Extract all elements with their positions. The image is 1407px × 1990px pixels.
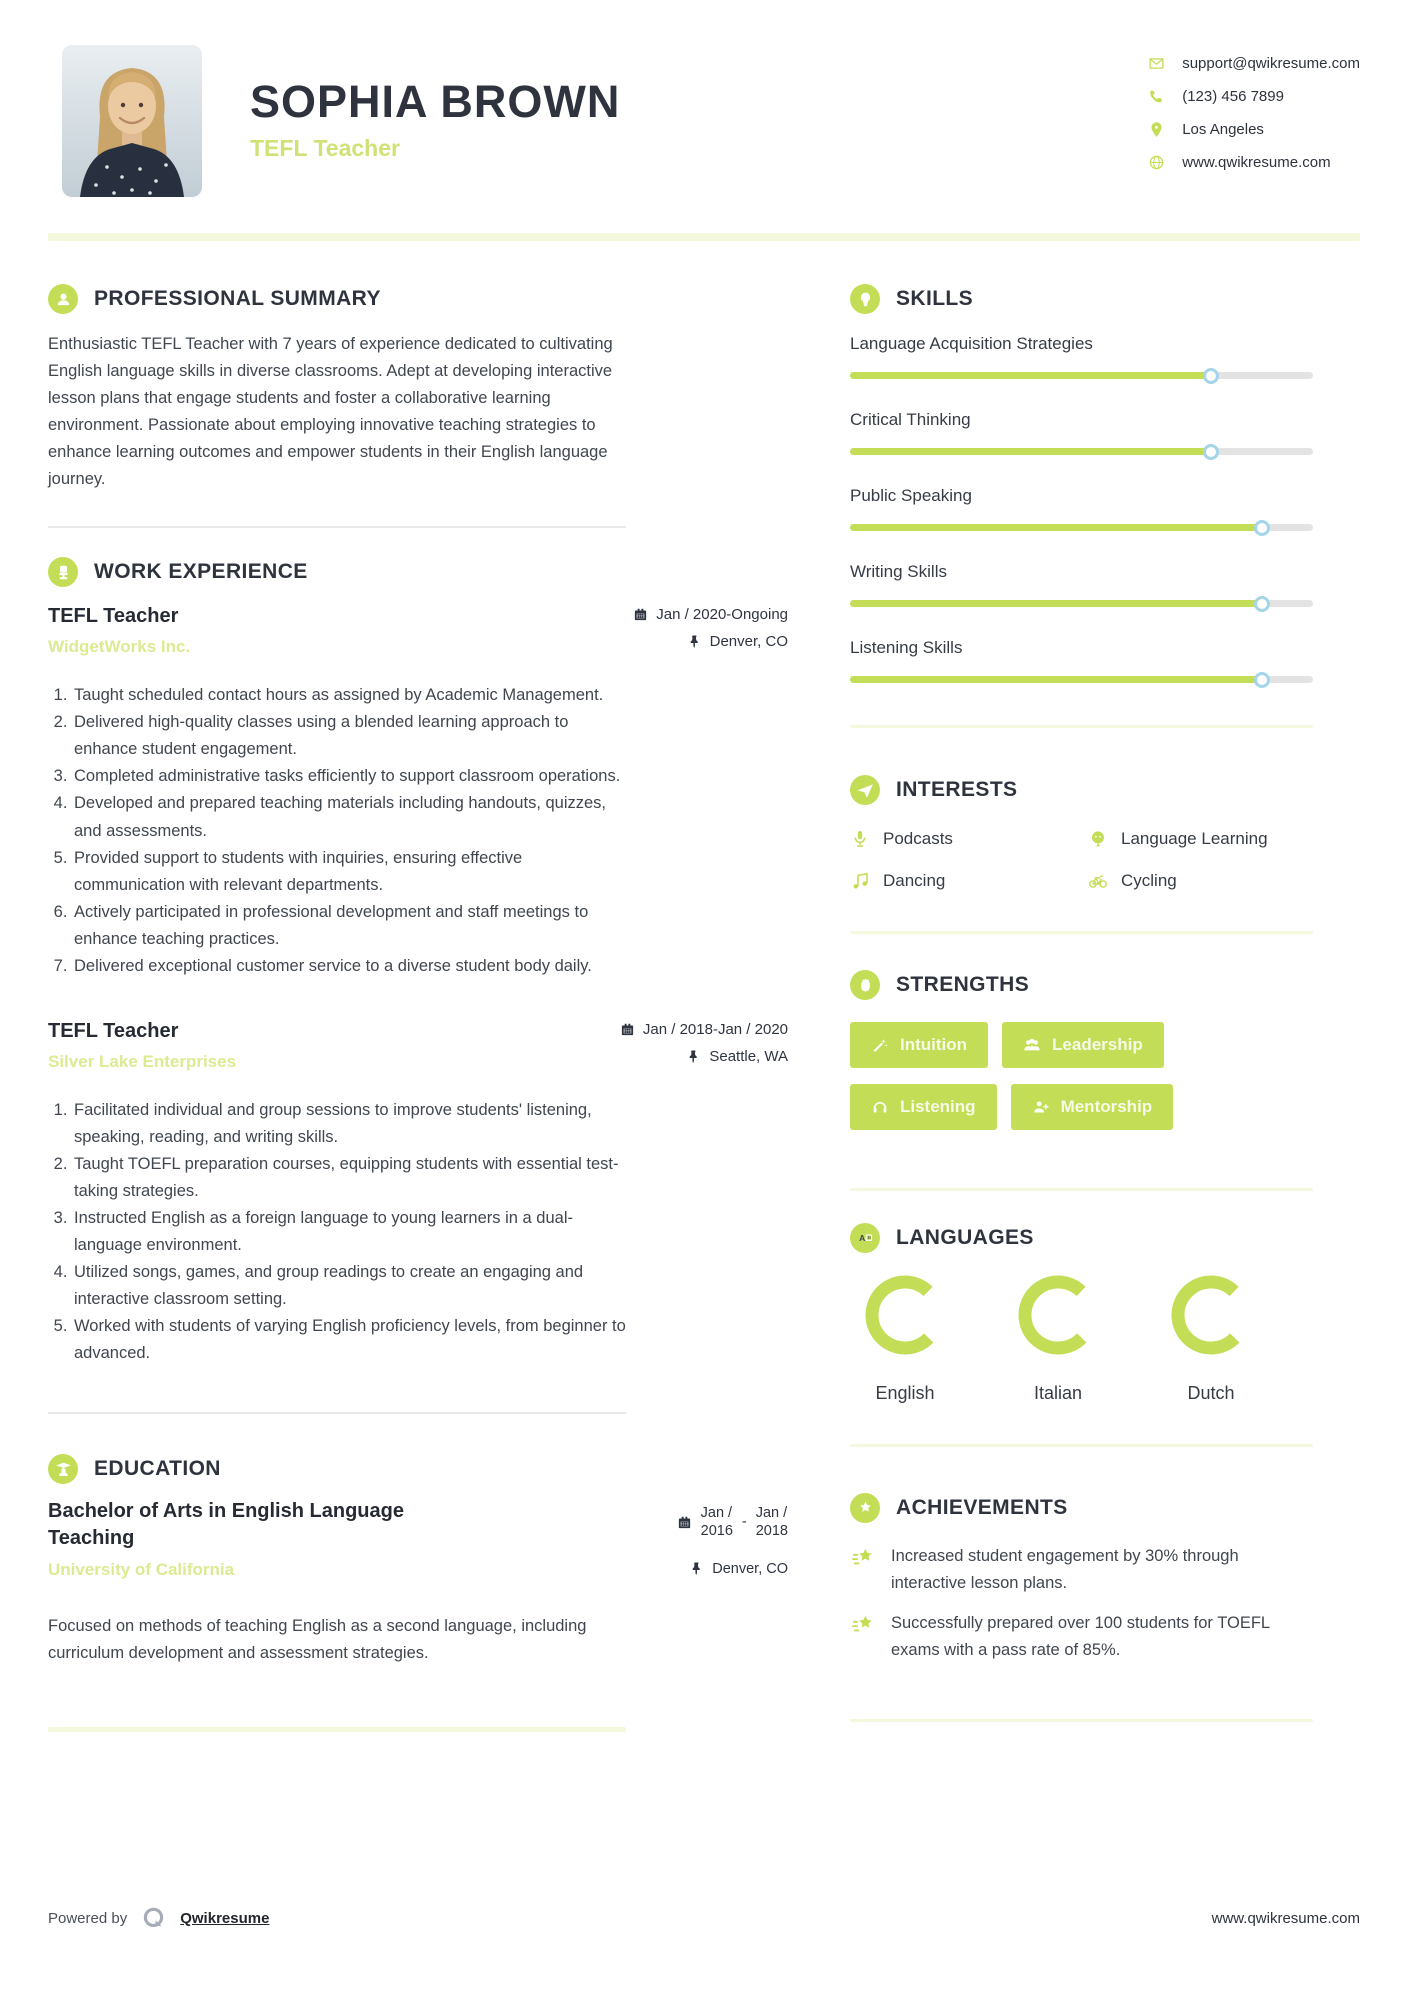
skill-row: [850, 636, 1313, 683]
experience-section-header: [48, 557, 788, 587]
skills-section-header: [850, 284, 1313, 314]
job-meta: [633, 603, 788, 660]
person-name: SOPHIA BROWN: [250, 76, 621, 127]
contact-website-text: www.qwikresume.com: [1182, 154, 1331, 171]
language-item: [850, 1273, 960, 1404]
strength-chip-mentorship: [1011, 1084, 1174, 1130]
divider: [48, 1727, 626, 1732]
strengths-section-header: [850, 970, 1313, 1000]
job-location-row: [633, 633, 788, 650]
qwikresume-link[interactable]: Qwikresume: [180, 1910, 270, 1927]
job-bullet: 6. Actively participated in professional development and staff meetings to enhance teaching practices.: [72, 899, 626, 953]
education-heading: EDUCATION: [94, 1457, 221, 1481]
interests-grid: [850, 829, 1313, 891]
graduation-icon: [48, 1454, 78, 1484]
language-label: Italian: [1033, 1383, 1083, 1403]
section-skills: [850, 284, 1313, 683]
summary-text: Enthusiastic TEFL Teacher with 7 years of experience dedicated to cultivating English language skills in diverse classrooms. Adept at developing interactive lesson plans that engage students and foster a collaborative learning environment. Passionate about employing innovative teaching strategies to enhance learning outcomes and empower students in their English language journey.: [48, 335, 613, 489]
skill-row: [850, 332, 1313, 379]
skill-label: Writing Skills: [850, 562, 947, 581]
summary-section-header: [48, 284, 788, 314]
job-bullet: 1. Taught scheduled contact hours as assigned by Academic Management.: [72, 682, 626, 709]
date-start-month: Jan /: [700, 1505, 733, 1522]
interest-item: [850, 829, 1088, 849]
powered-by-text: Powered by: [48, 1910, 128, 1927]
job-entry: [48, 603, 788, 980]
phone-icon: [1148, 88, 1165, 105]
achievements-list: [850, 1543, 1313, 1664]
contact-email[interactable]: [1148, 47, 1360, 80]
contact-location: [1148, 113, 1360, 146]
section-languages: [850, 1223, 1313, 1404]
contact-location-text: Los Angeles: [1182, 121, 1264, 138]
skill-slider-fill: [850, 448, 1211, 455]
achievement-item: [850, 1543, 1313, 1596]
skill-slider-knob[interactable]: [1254, 520, 1270, 536]
people-icon: [1023, 1036, 1041, 1054]
skill-slider-fill: [850, 372, 1211, 379]
education-date-end: [756, 1504, 788, 1540]
strength-chips: [850, 1022, 1210, 1130]
paper-plane-icon: [850, 775, 880, 805]
job-meta: [620, 1018, 788, 1075]
strength-label: Intuition: [900, 1035, 968, 1054]
divider: [850, 1719, 1313, 1722]
language-label: English: [875, 1383, 935, 1403]
microphone-icon: [850, 829, 870, 849]
contact-phone-text: (123) 456 7899: [1182, 88, 1284, 105]
interest-label: Cycling: [1121, 871, 1177, 890]
strength-chip-leadership: [1002, 1022, 1164, 1068]
job-header: [48, 1018, 788, 1075]
job-bullet: 4. Developed and prepared teaching materials including handouts, quizzes, and assessments.: [72, 790, 626, 844]
envelope-icon: [1148, 55, 1165, 72]
interest-label: Podcasts: [883, 829, 953, 848]
section-work-experience: [48, 557, 788, 1367]
skill-label: Public Speaking: [850, 486, 972, 505]
pushpin-icon: [689, 1561, 704, 1576]
skill-label: Language Acquisition Strategies: [850, 334, 1093, 353]
wand-icon: [871, 1036, 889, 1054]
job-date: Jan / 2018-Jan / 2020: [642, 1020, 788, 1038]
header: [0, 0, 1407, 197]
pushpin-icon: [687, 634, 702, 649]
translate-icon: [850, 1223, 880, 1253]
interest-item: [850, 871, 1088, 891]
divider: [48, 1412, 626, 1414]
achievements-section-header: [850, 1493, 1313, 1523]
content-columns: [0, 284, 1407, 1732]
job-bullet: 5. Provided support to students with inquiries, ensuring effective communication with relevant departments.: [72, 845, 626, 899]
job-bullet: 2. Delivered high-quality classes using a blended learning approach to enhance student engagement.: [72, 709, 626, 763]
identity-block: [250, 45, 620, 162]
date-separator: -: [741, 1514, 747, 1531]
languages-list: [850, 1273, 1313, 1404]
job-title-block: [48, 1018, 236, 1072]
shooting-star-icon: [850, 1545, 876, 1571]
pushpin-icon: [686, 1049, 701, 1064]
language-progress-ring: [1169, 1273, 1253, 1357]
lightbulb-icon: [850, 284, 880, 314]
job-date: Jan / 2020-Ongoing: [656, 606, 788, 624]
left-column: [48, 284, 788, 1732]
divider: [850, 1444, 1313, 1447]
section-interests: [850, 775, 1313, 891]
headphones-icon: [871, 1098, 889, 1116]
experience-heading: WORK EXPERIENCE: [94, 560, 308, 584]
section-strengths: [850, 970, 1313, 1130]
job-company: Silver Lake Enterprises: [48, 1051, 237, 1071]
shooting-star-icon: [850, 1612, 876, 1638]
skill-slider-knob[interactable]: [1203, 444, 1219, 460]
education-title-block: [48, 1498, 478, 1580]
job-location-row: [620, 1048, 788, 1065]
job-company: WidgetWorks Inc.: [48, 637, 191, 657]
language-label: Dutch: [1187, 1383, 1235, 1403]
skill-slider-knob[interactable]: [1203, 368, 1219, 384]
job-bullet: 7. Delivered exceptional customer service to a diverse student body daily.: [72, 953, 626, 980]
job-bullet: 1. Facilitated individual and group sessions to improve students' listening, speaking, reading, and writing skills.: [72, 1097, 626, 1151]
job-title-block: [48, 603, 190, 657]
skill-slider: [850, 676, 1313, 683]
medal-star-icon: [850, 1493, 880, 1523]
calendar-icon: [620, 1022, 635, 1037]
education-location: Denver, CO: [712, 1560, 788, 1577]
divider: [850, 931, 1313, 934]
language-item: [1156, 1273, 1266, 1404]
date-start-year: 2016: [700, 1523, 733, 1540]
education-meta: [677, 1498, 788, 1586]
calendar-icon: [677, 1515, 692, 1530]
globe-icon: [1148, 154, 1165, 171]
language-item: [1003, 1273, 1113, 1404]
education-date-start: [701, 1504, 733, 1540]
powered-by-block: [48, 1905, 269, 1932]
right-column: [850, 284, 1313, 1732]
interest-label: Dancing: [883, 871, 946, 890]
skill-row: [850, 560, 1313, 607]
skill-row: [850, 408, 1313, 455]
skills-list: [850, 332, 1313, 683]
skill-row: [850, 484, 1313, 531]
strength-chip-intuition: [850, 1022, 988, 1068]
interests-section-header: [850, 775, 1313, 805]
job-title: TEFL Teacher: [48, 1019, 179, 1042]
contact-list: [1148, 45, 1360, 179]
job-bullet-list: [48, 1097, 626, 1367]
job-bullet: 3. Instructed English as a foreign language to young learners in a dual-language environment.: [72, 1205, 626, 1259]
interest-item: [1088, 871, 1313, 891]
achievement-text: Successfully prepared over 100 students for TOEFL exams with a pass rate of 85%.: [891, 1614, 1270, 1660]
skill-slider-fill: [850, 676, 1262, 683]
job-date-row: [633, 606, 788, 623]
section-achievements: [850, 1493, 1313, 1664]
skill-slider-fill: [850, 600, 1262, 607]
bicycle-icon: [1088, 871, 1108, 891]
strength-label: Mentorship: [1060, 1097, 1153, 1116]
skill-slider-fill: [850, 524, 1262, 531]
job-location: Denver, CO: [709, 633, 788, 651]
strength-label: Leadership: [1052, 1035, 1143, 1054]
job-bullet: 5. Worked with students of varying English proficiency levels, from beginner to advanced.: [72, 1313, 626, 1367]
language-learning-icon: [1088, 829, 1108, 849]
education-header: [48, 1498, 788, 1586]
interests-heading: INTERESTS: [896, 778, 1018, 801]
skill-slider: [850, 372, 1313, 379]
job-bullet-list: [48, 682, 626, 980]
profile-photo-illustration: [62, 45, 202, 197]
music-note-icon: [850, 871, 870, 891]
divider: [48, 526, 626, 528]
interest-item: [1088, 829, 1313, 849]
fist-icon: [850, 970, 880, 1000]
education-date-row: [677, 1504, 788, 1540]
job-bullet: 2. Taught TOEFL preparation courses, equipping students with essential test-taking strategies.: [72, 1151, 626, 1205]
calendar-icon: [633, 607, 648, 622]
profile-photo: [62, 45, 202, 197]
divider: [850, 1188, 1313, 1191]
education-location-row: [677, 1561, 788, 1577]
job-title: TEFL Teacher: [48, 605, 179, 628]
skill-label: Listening Skills: [850, 638, 963, 657]
achievement-item: [850, 1610, 1313, 1663]
job-bullet: 4. Utilized songs, games, and group readings to create an engaging and interactive classroom setting.: [72, 1259, 626, 1313]
person-job-title: TEFL Teacher: [250, 135, 400, 162]
job-location: Seattle, WA: [709, 1047, 788, 1065]
user-icon: [48, 284, 78, 314]
skills-heading: SKILLS: [896, 287, 974, 310]
skill-slider: [850, 448, 1313, 455]
skill-slider-knob[interactable]: [1254, 596, 1270, 612]
interest-label: Language Learning: [1121, 829, 1268, 848]
location-pin-icon: [1148, 121, 1165, 138]
education-section-header: [48, 1454, 788, 1484]
work-experience-icon: [48, 557, 78, 587]
languages-section-header: [850, 1223, 1313, 1253]
contact-email-text: support@qwikresume.com: [1182, 55, 1360, 72]
languages-heading: LANGUAGES: [896, 1226, 1034, 1249]
skill-label: Critical Thinking: [850, 410, 971, 429]
date-end-year: 2018: [755, 1523, 788, 1540]
skill-slider: [850, 600, 1313, 607]
job-date-row: [620, 1021, 788, 1038]
section-education: [48, 1454, 788, 1666]
person-plus-icon: [1032, 1098, 1050, 1116]
footer-website-link[interactable]: www.qwikresume.com: [1211, 1910, 1360, 1927]
language-progress-ring: [863, 1273, 947, 1357]
job-entry: [48, 1018, 788, 1367]
strength-chip-listening: [850, 1084, 997, 1130]
contact-phone[interactable]: [1148, 80, 1360, 113]
strengths-heading: STRENGTHS: [896, 973, 1030, 996]
degree-title: Bachelor of Arts in English Language Teaching: [48, 1500, 404, 1550]
summary-heading: PROFESSIONAL SUMMARY: [94, 287, 381, 310]
contact-website[interactable]: [1148, 146, 1360, 179]
achievements-heading: ACHIEVEMENTS: [896, 1496, 1068, 1519]
header-divider: [48, 233, 1360, 241]
achievement-text: Increased student engagement by 30% through interactive lesson plans.: [891, 1547, 1239, 1592]
divider: [850, 725, 1313, 728]
date-end-month: Jan /: [755, 1505, 788, 1522]
skill-slider: [850, 524, 1313, 531]
language-progress-ring: [1016, 1273, 1100, 1357]
job-bullet: 3. Completed administrative tasks efficiently to support classroom operations.: [72, 763, 626, 790]
footer: [48, 1905, 1360, 1932]
skill-slider-knob[interactable]: [1254, 672, 1270, 688]
strength-label: Listening: [900, 1097, 976, 1116]
qwikresume-logo-icon: [140, 1905, 167, 1932]
school-name: University of California: [48, 1560, 235, 1580]
job-header: [48, 603, 788, 660]
section-professional-summary: [48, 284, 788, 493]
education-description: Focused on methods of teaching English as a second language, including curriculum development and assessment strategies.: [48, 1616, 587, 1662]
